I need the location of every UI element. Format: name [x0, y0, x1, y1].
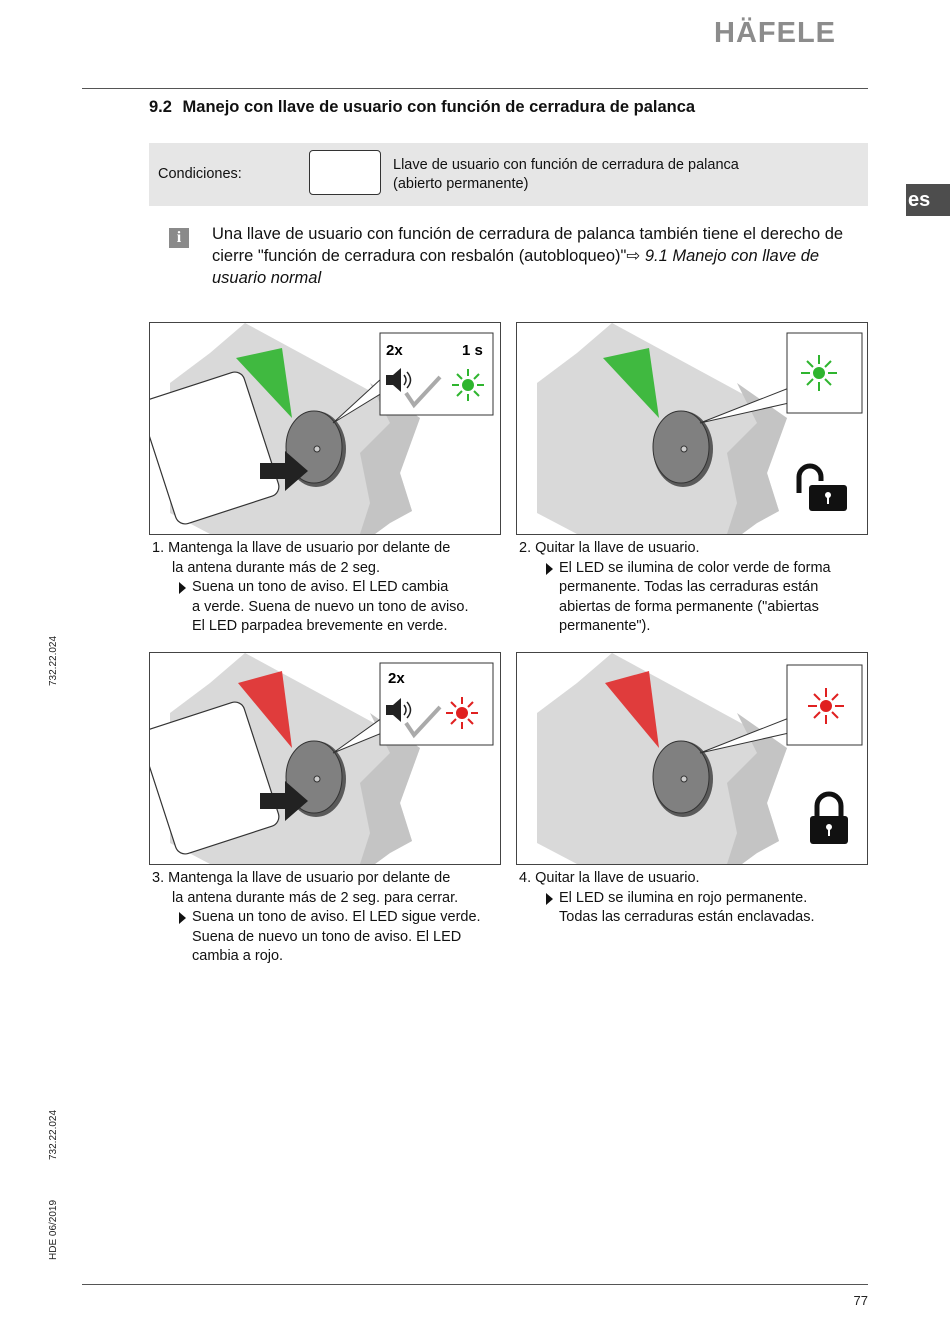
step-3-result-line: cambia a rojo.: [192, 948, 284, 964]
result-arrow-icon: [179, 912, 186, 924]
conditions-label: Condiciones:: [158, 166, 242, 182]
count-label: 2x: [388, 670, 405, 687]
result-arrow-icon: [179, 582, 186, 594]
step-1-line-1: 1. Mantenga la llave de usuario por delante de: [152, 540, 451, 556]
step-2-result-line: permanente. Todas las cerraduras están: [559, 579, 819, 595]
svg-text:HÄFELE: HÄFELE: [714, 17, 836, 48]
step-2-result-line: El LED se ilumina de color verde de forma: [559, 559, 831, 576]
info-icon: i: [169, 228, 189, 248]
conditions-text-line2: (abierto permanente): [393, 176, 529, 192]
reference-arrow-icon: ⇨: [626, 247, 641, 265]
caption-step-2: [519, 539, 879, 637]
conditions-text-line1: Llave de usuario con función de cerradura de palanca: [393, 157, 739, 173]
conditions-key-placeholder: [309, 150, 381, 195]
step-4-result-line: El LED se ilumina en rojo permanente.: [559, 889, 808, 906]
step-2-result-line: permanente").: [559, 618, 651, 634]
conditions-text: [393, 156, 853, 194]
unlocked-padlock-icon: [799, 466, 847, 511]
step-1-instruction: [152, 539, 512, 578]
info-body: Una llave de usuario con función de cerradura de palanca también tiene el derecho de cierre "función de cerradura con resbalón (autobloqueo)": [212, 225, 844, 265]
side-date: HDE 06/2019: [48, 1199, 59, 1260]
figure-step-4: [516, 652, 868, 865]
step-1-result-line: Suena un tono de aviso. El LED cambia: [192, 579, 449, 595]
step-4-instruction: [519, 869, 879, 889]
step-1-result: [152, 578, 512, 637]
hafele-logo: [712, 14, 872, 48]
step-3-instruction: [152, 869, 512, 908]
step-4-line-1: 4. Quitar la llave de usuario.: [519, 870, 700, 886]
step-2-result: [519, 559, 879, 637]
step-4-result: [519, 889, 879, 928]
step-1-line-2: la antena durante más de 2 seg.: [172, 559, 380, 576]
result-arrow-icon: [546, 893, 553, 905]
step-2-line-1: 2. Quitar la llave de usuario.: [519, 540, 700, 556]
figure-step-3: [149, 652, 501, 865]
result-arrow-icon: [546, 563, 553, 575]
locked-padlock-icon: [810, 794, 848, 844]
step-3-line-2: la antena durante más de 2 seg. para cerrar.: [172, 889, 459, 906]
step-1-result-line: El LED parpadea brevemente en verde.: [192, 618, 448, 634]
caption-step-1: [152, 539, 512, 637]
step-3-result-line: Suena un tono de aviso. El LED sigue verde.: [192, 909, 481, 925]
step-1-result-line: a verde. Suena de nuevo un tono de aviso.: [192, 598, 469, 615]
section-number: 9.2: [149, 98, 172, 116]
step-3-result-line: Suena de nuevo un tono de aviso. El LED: [192, 928, 462, 945]
side-code-upper: 732.22.024: [48, 635, 59, 686]
figure-step-2: [516, 322, 868, 535]
section-title: Manejo con llave de usuario con función de cerradura de palanca: [182, 98, 696, 116]
caption-step-4: [519, 869, 879, 928]
info-reference: 9.1 Manejo con llave de usuario normal: [212, 247, 820, 287]
step-2-result-line: abiertas de forma permanente ("abiertas: [559, 598, 819, 615]
page-number: 77: [853, 1293, 868, 1308]
header-rule: [82, 88, 868, 89]
language-tab: es: [906, 184, 950, 216]
step-2-instruction: [519, 539, 879, 559]
section-heading: [149, 98, 695, 117]
step-3-result: [152, 908, 512, 967]
step-4-result-line: Todas las cerraduras están enclavadas.: [559, 909, 815, 925]
footer-rule: [82, 1284, 868, 1285]
duration-label: 1 s: [462, 342, 483, 359]
step-3-line-1: 3. Mantenga la llave de usuario por delante de: [152, 870, 451, 886]
caption-step-3: [152, 869, 512, 967]
side-code-lower: 732.22.024: [48, 1109, 59, 1160]
figure-step-1: [149, 322, 501, 535]
info-text: [212, 223, 868, 289]
count-label: 2x: [386, 342, 403, 359]
